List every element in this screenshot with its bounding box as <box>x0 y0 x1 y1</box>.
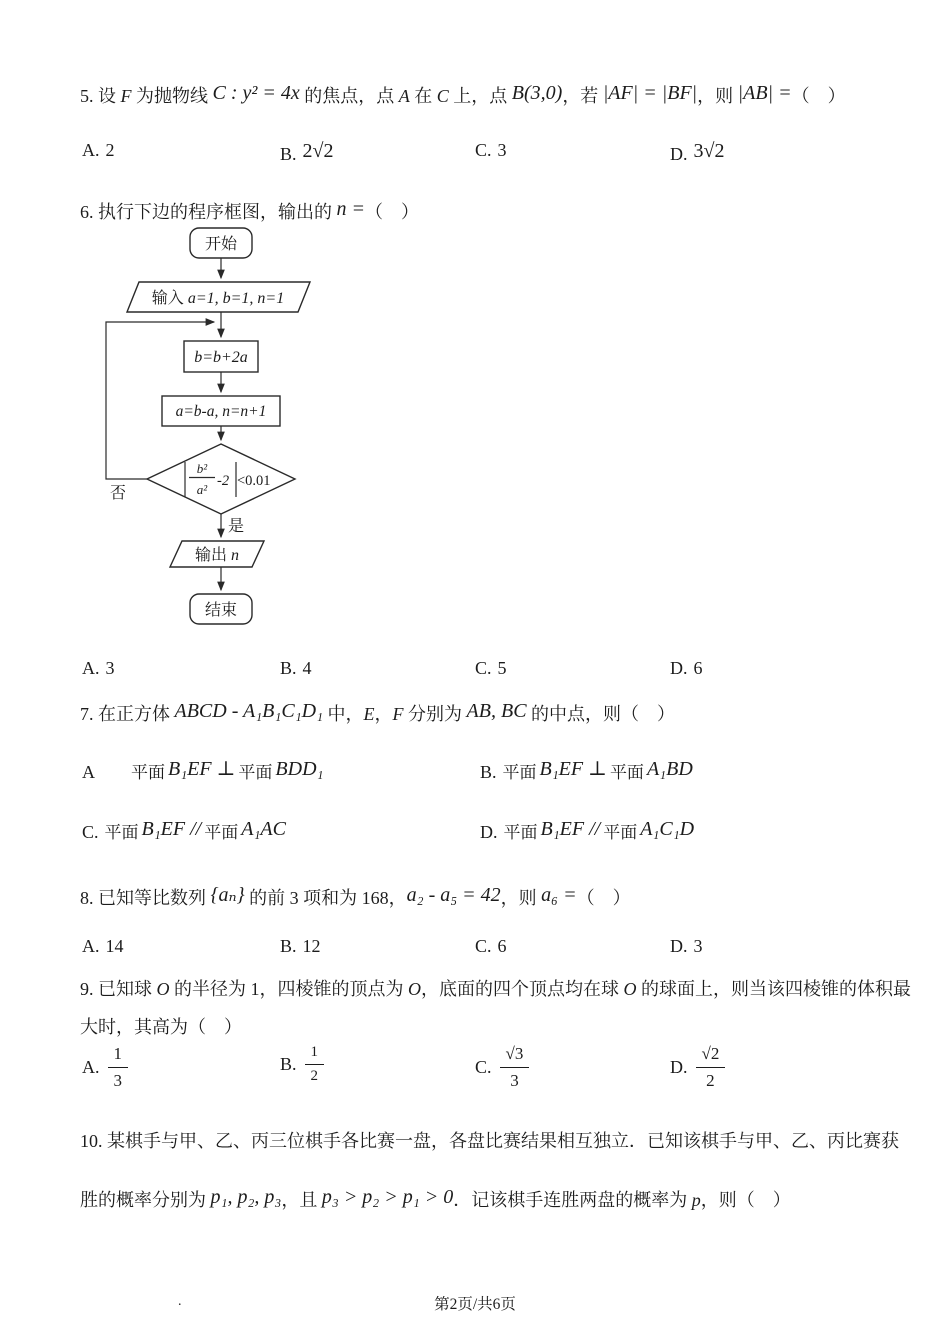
option-text: 平面 <box>609 763 644 782</box>
flowchart-output-math: n <box>231 547 240 564</box>
q6-option-a <box>82 658 115 679</box>
stem-math: |AB| = <box>737 82 792 104</box>
option-math: BDD₁ <box>275 758 324 780</box>
stem-math: p <box>691 1190 701 1210</box>
q6-flowchart <box>90 226 320 631</box>
stray-mark: . <box>178 1294 182 1309</box>
flowchart-condition-tail: -2 <box>217 473 230 489</box>
option-math: A₁BD <box>646 758 693 780</box>
stem-text: 6. 执行下边的程序框图，输出的 <box>80 202 337 222</box>
q8-option-c <box>475 936 507 957</box>
stem-math: |AF| = |BF| <box>602 82 698 104</box>
option-value: 6 <box>497 936 507 956</box>
option-value: 3√2 <box>693 140 725 162</box>
option-label: C. <box>475 936 492 956</box>
stem-text: （ ） <box>576 888 631 908</box>
stem-math: p₃ > p₂ > p₁ > 0 <box>321 1186 454 1208</box>
q8-option-d <box>670 936 703 957</box>
fraction-denominator: 2 <box>706 1070 715 1090</box>
fraction-numerator: √2 <box>696 1044 726 1068</box>
flowchart-start-label: 开始 <box>204 236 238 253</box>
option-value: 6 <box>693 658 703 678</box>
q5-option-c <box>475 140 507 161</box>
q8-options-row <box>0 936 950 970</box>
option-text: 平面 <box>204 823 239 842</box>
option-label: C. <box>475 1056 492 1077</box>
fraction-numerator: √3 <box>500 1044 530 1068</box>
option-value: 14 <box>105 936 124 956</box>
stem-text: 的焦点，点 <box>299 86 399 106</box>
q7-option-d <box>480 818 697 843</box>
stem-math: C : y² = 4x <box>212 82 300 104</box>
stem-text: ， <box>374 704 393 724</box>
flowchart-step1-label: b=b+2a <box>194 349 248 366</box>
page-number-label: 第2页/共6页 <box>434 1296 516 1313</box>
fraction-numerator: 1 <box>108 1044 129 1068</box>
stem-math: C <box>436 86 449 106</box>
stem-text: ，则 <box>697 86 738 106</box>
option-label: C. <box>82 822 99 842</box>
option-label: B. <box>280 936 297 956</box>
q7-options-row-1 <box>0 756 950 790</box>
option-label: A. <box>82 658 100 678</box>
flowchart-yes-label: 是 <box>228 518 245 535</box>
question-7-stem <box>80 696 675 731</box>
question-6-stem <box>80 194 419 229</box>
stem-math: A <box>398 86 410 106</box>
q7-option-c <box>82 818 289 843</box>
flowchart-condition-denominator: a² <box>196 482 208 497</box>
stem-math: a₂ - a₅ = 42 <box>406 884 501 906</box>
stem-text: 为抛物线 <box>131 86 213 106</box>
stem-text: 10. 某棋手与甲、乙、丙三位棋手各比赛一盘，各盘比赛结果相互独立．已知该棋手与甲、乙、丙比赛获 <box>80 1131 899 1151</box>
stem-math: ABCD - A₁B₁C₁D₁ <box>174 700 324 722</box>
option-value: 2√2 <box>302 140 334 162</box>
stem-math: F <box>392 704 404 724</box>
q5-option-a <box>82 140 115 161</box>
option-text: 平面 <box>603 823 638 842</box>
question-10-stem-line2 <box>80 1182 791 1217</box>
stem-text: 的中点，则（ ） <box>526 704 676 724</box>
q9-option-b <box>280 1044 324 1086</box>
option-value: 2 <box>105 140 115 160</box>
stem-math: F <box>120 86 132 106</box>
option-math: B₁EF ⊥ <box>539 758 607 780</box>
option-label: A. <box>82 1056 100 1077</box>
fraction-denominator: 3 <box>113 1070 122 1090</box>
q7-options-row-2 <box>0 818 950 852</box>
q9-option-a <box>82 1044 128 1090</box>
option-text: 平面 <box>131 763 165 782</box>
flowchart-condition-compare: <0.01 <box>237 473 271 489</box>
stem-text: ，则 <box>500 888 542 908</box>
option-math: A₁C₁D <box>640 818 695 840</box>
stem-math: B(3,0) <box>511 82 563 104</box>
option-text: 平面 <box>238 763 273 782</box>
fraction-numerator: 1 <box>305 1044 325 1065</box>
stem-text: 中， <box>323 704 364 724</box>
stem-text: （ ） <box>791 86 846 106</box>
stem-text: ，且 <box>281 1190 322 1210</box>
option-label: D. <box>670 144 688 164</box>
option-label: A. <box>82 936 100 956</box>
option-math: B₁EF ⊥ <box>168 758 236 780</box>
stem-text: ，则（ ） <box>700 1190 791 1210</box>
option-text: 平面 <box>502 763 537 782</box>
option-value: 5 <box>497 658 507 678</box>
option-label: D. <box>670 658 688 678</box>
stem-text: ，若 <box>562 86 603 106</box>
stem-text: 在 <box>409 86 437 106</box>
fraction-denominator: 3 <box>510 1070 519 1090</box>
q9-option-c <box>475 1044 529 1090</box>
flowchart-input-label <box>152 289 284 307</box>
page-footer <box>0 1292 950 1314</box>
stem-math: p₁, p₂, p₃ <box>210 1186 282 1208</box>
fraction <box>108 1044 129 1090</box>
stem-math: E <box>363 704 375 724</box>
stem-text: 大时，其高为（ ） <box>80 1017 242 1037</box>
q9-option-d <box>670 1044 725 1090</box>
stem-math: AB, BC <box>466 700 527 722</box>
q9-options-row <box>0 1044 950 1100</box>
stem-text: 的球面上，则当该四棱锥的体积最 <box>636 979 911 999</box>
option-math: B₁EF // <box>141 818 202 840</box>
q6-option-b <box>280 658 312 679</box>
q8-option-a <box>82 936 124 957</box>
flowchart-end-label: 结束 <box>204 602 238 619</box>
q7-option-b <box>480 756 696 783</box>
q8-option-b <box>280 936 321 957</box>
stem-text: 胜的概率分别为 <box>80 1190 211 1210</box>
option-value: 3 <box>693 936 703 956</box>
flowchart-condition-numerator: b² <box>196 461 208 476</box>
stem-math: O <box>408 979 421 999</box>
flowchart-output-label <box>195 546 239 564</box>
option-value: 4 <box>302 658 312 678</box>
q7-option-a <box>82 756 326 783</box>
option-label: B. <box>480 762 497 782</box>
q6-option-c <box>475 658 507 679</box>
stem-text: 8. 已知等比数列 <box>80 888 211 908</box>
option-label: A. <box>82 140 100 160</box>
flowchart-no-label: 否 <box>109 485 127 502</box>
option-math: A₁AC <box>241 818 286 840</box>
q5-option-b <box>280 140 334 165</box>
question-9-stem-line2 <box>80 1012 242 1044</box>
option-label: D. <box>670 936 688 956</box>
q5-options-row <box>0 140 950 174</box>
question-8-stem <box>80 880 631 915</box>
option-label: B. <box>280 658 297 678</box>
q6-option-d <box>670 658 703 679</box>
stem-text: 9. 已知球 <box>80 979 157 999</box>
stem-text: 的半径为 1，四棱锥的顶点为 <box>169 979 408 999</box>
flowchart-input-math: a=1, b=1, n=1 <box>187 290 285 307</box>
stem-math: O <box>156 979 170 999</box>
option-label: B. <box>280 1054 297 1075</box>
stem-text: 的前 3 项和为 168， <box>244 888 407 908</box>
option-math: B₁EF // <box>540 818 601 840</box>
flowchart-output-prefix: 输出 <box>194 547 232 564</box>
option-label: D. <box>670 1056 688 1077</box>
fraction <box>500 1044 530 1090</box>
option-value: 3 <box>105 658 115 678</box>
option-label: A <box>82 762 95 782</box>
option-text: 平面 <box>104 823 139 842</box>
stem-text: 7. 在正方体 <box>80 704 175 724</box>
option-value: 3 <box>497 140 507 160</box>
option-label: C. <box>475 140 492 160</box>
option-label: B. <box>280 144 297 164</box>
question-10-stem-line1 <box>80 1126 899 1158</box>
fraction-denominator: 2 <box>310 1068 319 1085</box>
stem-text: （ ） <box>365 202 419 222</box>
fraction <box>305 1044 325 1086</box>
stem-math: {aₙ} <box>210 884 245 906</box>
question-9-stem-line1 <box>80 974 911 1006</box>
stem-text: ．记该棋手连胜两盘的概率为 <box>453 1190 692 1210</box>
stem-math: a₆ = <box>541 884 577 906</box>
option-text: 平面 <box>503 823 538 842</box>
stem-text: ，底面的四个顶点均在球 <box>421 979 624 999</box>
stem-text: 上，点 <box>448 86 512 106</box>
stem-text: 分别为 <box>403 704 467 724</box>
option-label: D. <box>480 822 498 842</box>
q6-options-row <box>0 658 950 692</box>
flowchart-input-prefix: 输入 <box>151 290 188 307</box>
q5-option-d <box>670 140 724 165</box>
stem-math: O <box>623 979 637 999</box>
option-label: C. <box>475 658 492 678</box>
stem-math: n = <box>336 198 365 220</box>
flowchart-step2-label: a=b-a, n=n+1 <box>175 403 267 420</box>
option-value: 12 <box>302 936 321 956</box>
stem-text: 5. 设 <box>80 86 121 106</box>
question-5-stem <box>80 78 846 113</box>
fraction <box>696 1044 726 1090</box>
